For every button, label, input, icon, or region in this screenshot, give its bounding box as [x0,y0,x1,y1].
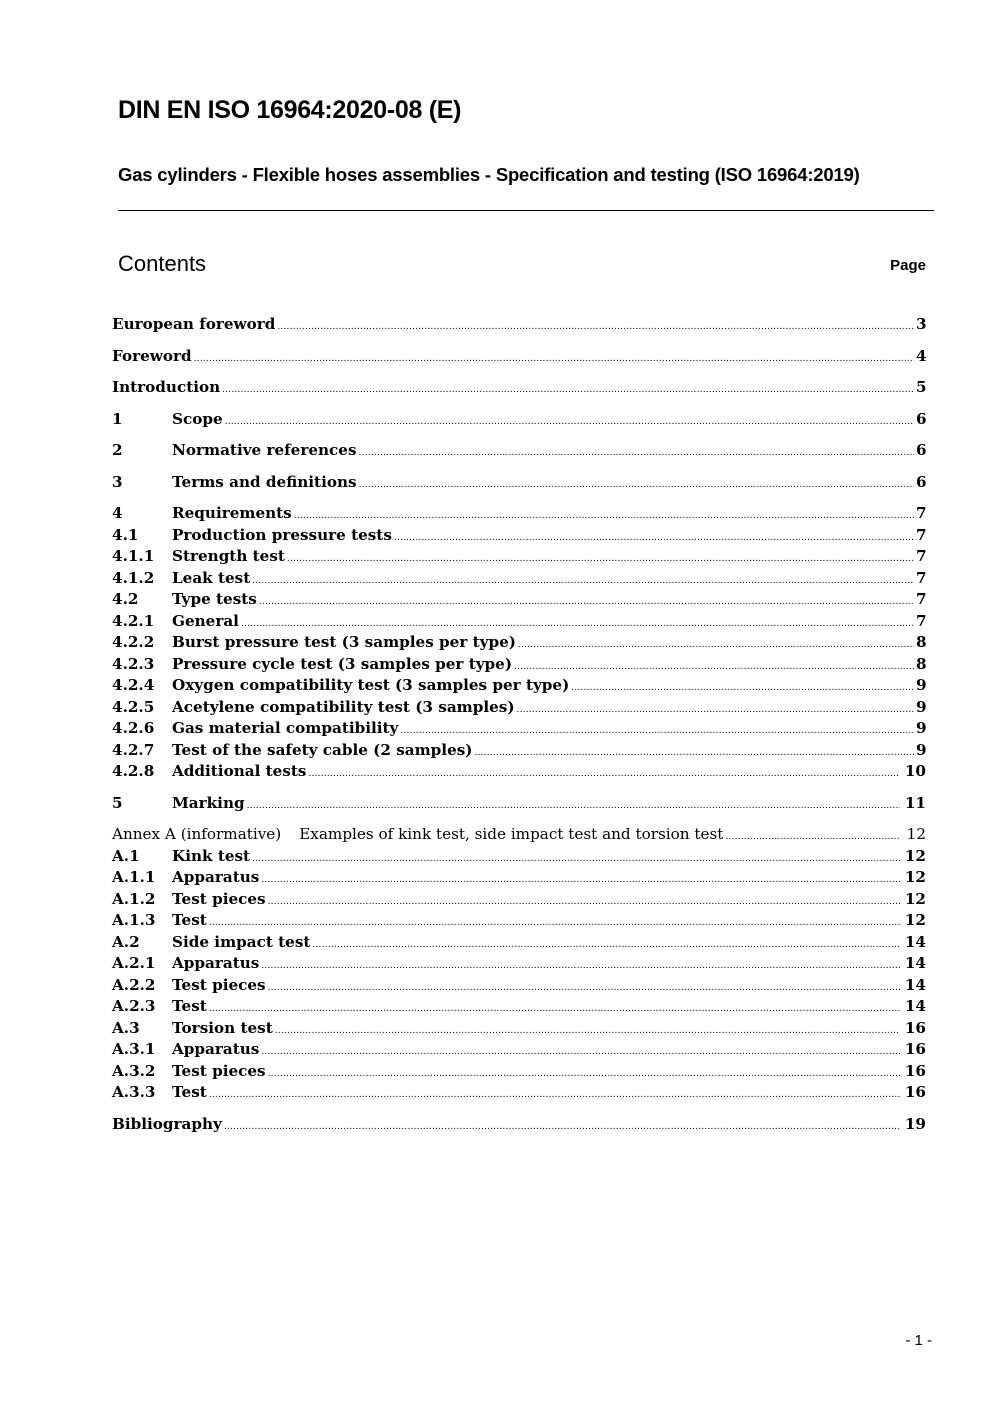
toc-entry-label: Pressure cycle test (3 samples per type) [172,654,513,673]
dot-leader [252,849,900,871]
dot-leader [308,764,900,786]
toc-entry-label: Torsion test [172,1018,273,1037]
toc-entry-number: A.1.3 [112,911,156,929]
toc-entry-label: Terms and definitions [172,472,357,491]
toc-entry-page: 6 [916,409,927,428]
toc-entry-gas-material-compatibility[interactable] [112,718,926,740]
toc-entry-strength-test[interactable] [112,546,926,568]
dot-leader [518,635,914,657]
toc-entry-page: 9 [916,697,927,716]
dot-leader [359,443,914,465]
toc-entry-number: A.2.1 [112,954,156,972]
toc-entry-number: 3 [112,472,123,491]
toc-entry-label: European foreword [112,315,276,333]
toc-entry-label: General [172,611,239,630]
toc-entry-number: A.1.2 [112,889,156,908]
toc-entry-page: 12 [904,846,926,865]
toc-entry-leak-test[interactable] [112,568,926,590]
page-column-heading: Page [890,257,926,274]
toc-entry-a13-test[interactable] [112,910,926,932]
toc-entry-a12-test-pieces[interactable] [112,889,926,911]
toc-entry-number: A.2 [112,932,140,951]
toc-entry-label: Requirements [172,504,292,522]
toc-entry-number: A.1.1 [112,868,156,886]
toc-entry-number: A.3.3 [112,1083,156,1101]
toc-entry-label: Burst pressure test (3 samples per type) [172,633,516,651]
toc-entry-additional-tests[interactable] [112,761,926,783]
toc-entry-page: 9 [916,740,927,759]
toc-entry-label: Test pieces [172,1061,266,1080]
toc-entry-number: A.1 [112,846,140,865]
dot-leader [474,743,914,765]
dot-leader [222,380,914,402]
dot-leader [261,956,900,978]
toc-entry-label: Type tests [172,590,257,608]
document-subtitle: Gas cylinders - Flexible hoses assemblies - Specification and testing (ISO 16964:2019) [118,164,860,185]
toc-entry-annex-a[interactable] [112,824,926,846]
toc-entry-label: Apparatus [172,954,260,972]
toc-entry-page: 19 [904,1114,926,1133]
toc-entry-label: Apparatus [172,1040,260,1058]
toc-entry-page: 16 [904,1083,926,1101]
toc-entry-a23-test[interactable] [112,996,926,1018]
dot-leader [359,475,914,497]
document-title: DIN EN ISO 16964:2020-08 (E) [118,96,462,124]
toc-entry-production-pressure-tests[interactable] [112,525,926,547]
dot-leader [394,528,914,550]
toc-entry-side-impact-test[interactable] [112,932,926,954]
toc-entry-scope[interactable] [112,409,926,431]
dot-leader [247,796,900,818]
toc-entry-a11-apparatus[interactable] [112,867,926,889]
toc-entry-page: 8 [916,654,927,673]
dot-leader [209,1085,900,1107]
toc-entry-number: A.3.2 [112,1061,156,1080]
title-divider [118,210,934,211]
toc-entry-label: Side impact test [172,932,311,951]
toc-entry-label: Test [172,1083,207,1101]
toc-entry-page: 16 [904,1061,926,1080]
toc-entry-label: Oxygen compatibility test (3 samples per type) [172,676,570,694]
dot-leader [268,892,900,914]
toc-entry-normative-references[interactable] [112,440,926,462]
dot-leader [312,935,900,957]
toc-entry-number: A.2.3 [112,997,156,1015]
toc-entry-page: 16 [904,1040,926,1058]
toc-entry-number: 4.1.2 [112,568,155,587]
dot-leader [261,1042,900,1064]
dot-leader [275,1021,900,1043]
toc-entry-label: Acetylene compatibility test (3 samples) [172,697,515,716]
toc-entry-page: 5 [916,378,927,396]
contents-heading: Contents [118,251,207,276]
dot-leader [268,978,900,1000]
toc-entry-number: 4.2.5 [112,697,155,716]
toc-entry-label: Bibliography [112,1114,222,1133]
toc-entry-burst-pressure-test[interactable] [112,632,926,654]
toc-entry-page: 14 [904,932,926,951]
toc-entry-oxygen-compatibility-test[interactable] [112,675,926,697]
dot-leader [268,1064,900,1086]
toc-entry-kink-test[interactable] [112,846,926,868]
toc-entry-page: 14 [904,975,926,994]
toc-entry-label: Strength test [172,547,285,565]
toc-entry-label: Test pieces [172,889,266,908]
toc-entry-page: 11 [904,793,926,812]
toc-entry-page: 12 [904,889,926,908]
toc-entry-label: Test [172,911,207,929]
toc-entry-label: Test pieces [172,975,266,994]
toc-entry-label: Foreword [112,346,192,365]
toc-entry-number: 4.2.3 [112,654,155,673]
toc-entry-number: 4.2.7 [112,740,155,759]
toc-entry-a32-test-pieces[interactable] [112,1061,926,1083]
toc-entry-a21-apparatus[interactable] [112,953,926,975]
toc-entry-bibliography[interactable] [112,1114,926,1136]
toc-entry-page: 9 [916,676,927,694]
dot-leader [209,913,900,935]
toc-entry-label: Production pressure tests [172,525,392,544]
toc-entry-page: 12 [904,868,926,886]
toc-entry-number: 4.2.2 [112,633,155,651]
toc-entry-page: 7 [916,504,927,522]
toc-entry-page: 6 [916,441,927,459]
toc-entry-torsion-test[interactable] [112,1018,926,1040]
toc-entry-a33-test[interactable] [112,1082,926,1104]
toc-entry-number: 4.2.1 [112,611,155,630]
toc-entry-number: 4.2.8 [112,762,155,780]
toc-entry-page: 3 [916,315,927,333]
toc-entry-number: A.2.2 [112,975,156,994]
toc-entry-page: 7 [916,568,927,587]
footer-page-number: - 1 - [905,1332,932,1349]
dot-leader [517,700,914,722]
dot-leader [725,827,900,849]
toc-entry-page: 7 [916,525,927,544]
toc-entry-number: 4.2.6 [112,719,155,737]
dot-leader [277,317,914,339]
toc-entry-page: 10 [904,762,926,780]
toc-entry-european-foreword[interactable] [112,314,926,336]
toc-entry-label: Kink test [172,846,251,865]
toc-entry-page: 16 [904,1018,926,1037]
toc-entry-a22-test-pieces[interactable] [112,975,926,997]
dot-leader [261,870,900,892]
dot-leader [225,412,914,434]
toc-entry-label: Test [172,997,207,1015]
toc-entry-page: 4 [916,346,927,365]
toc-entry-marking[interactable] [112,793,926,815]
toc-entry-number: 4.2.4 [112,676,155,694]
toc-entry-foreword[interactable] [112,346,926,368]
toc-entry-label: Scope [172,409,223,428]
toc-entry-label: Leak test [172,568,251,587]
toc-entry-pressure-cycle-test[interactable] [112,654,926,676]
toc-entry-terms-and-definitions[interactable] [112,472,926,494]
toc-entry-number: 4.1 [112,525,139,544]
toc-entry-number: 2 [112,441,123,459]
toc-entry-label: Introduction [112,378,221,396]
toc-entry-page: 14 [904,954,926,972]
toc-entry-page: 9 [916,719,927,737]
toc-entry-label: Gas material compatibility [172,719,399,737]
toc-entry-page: 6 [916,472,927,491]
toc-entry-number: Annex A (informative) [112,825,282,843]
dot-leader [194,349,914,371]
toc-entry-page: 7 [916,590,927,608]
toc-entry-type-tests[interactable] [112,589,926,611]
dot-leader [571,678,914,700]
toc-entry-label: Apparatus [172,868,260,886]
toc-entry-label: Examples of kink test, side impact test and torsion test [299,825,724,843]
toc-entry-number: 4.1.1 [112,547,155,565]
dot-leader [400,721,914,743]
toc-entry-number: 4 [112,504,123,522]
dot-leader [514,657,914,679]
toc-entry-label: Test of the safety cable (2 samples) [172,740,473,759]
toc-entry-number: A.3.1 [112,1040,156,1058]
toc-entry-number: 4.2 [112,590,139,608]
toc-entry-label: Additional tests [172,762,307,780]
toc-entry-general[interactable] [112,611,926,633]
toc-entry-acetylene-compatibility-test[interactable] [112,697,926,719]
dot-leader [287,549,914,571]
dot-leader [252,571,914,593]
toc-entry-label: Normative references [172,441,357,459]
toc-entry-number: 1 [112,409,123,428]
toc-entry-number: A.3 [112,1018,140,1037]
toc-entry-label: Marking [172,793,245,812]
toc-entry-requirements[interactable] [112,503,926,525]
toc-entry-introduction[interactable] [112,377,926,399]
toc-entry-page: 8 [916,633,927,651]
toc-entry-page: 7 [916,611,927,630]
dot-leader [209,999,900,1021]
toc-entry-page: 7 [916,547,927,565]
dot-leader [259,592,914,614]
toc-entry-safety-cable-test[interactable] [112,740,926,762]
toc-entry-a31-apparatus[interactable] [112,1039,926,1061]
toc-entry-page: 12 [906,825,926,843]
toc-entry-page: 14 [904,997,926,1015]
dot-leader [224,1117,900,1139]
table-of-contents [112,314,926,1135]
toc-entry-number: 5 [112,793,123,812]
toc-entry-page: 12 [904,911,926,929]
